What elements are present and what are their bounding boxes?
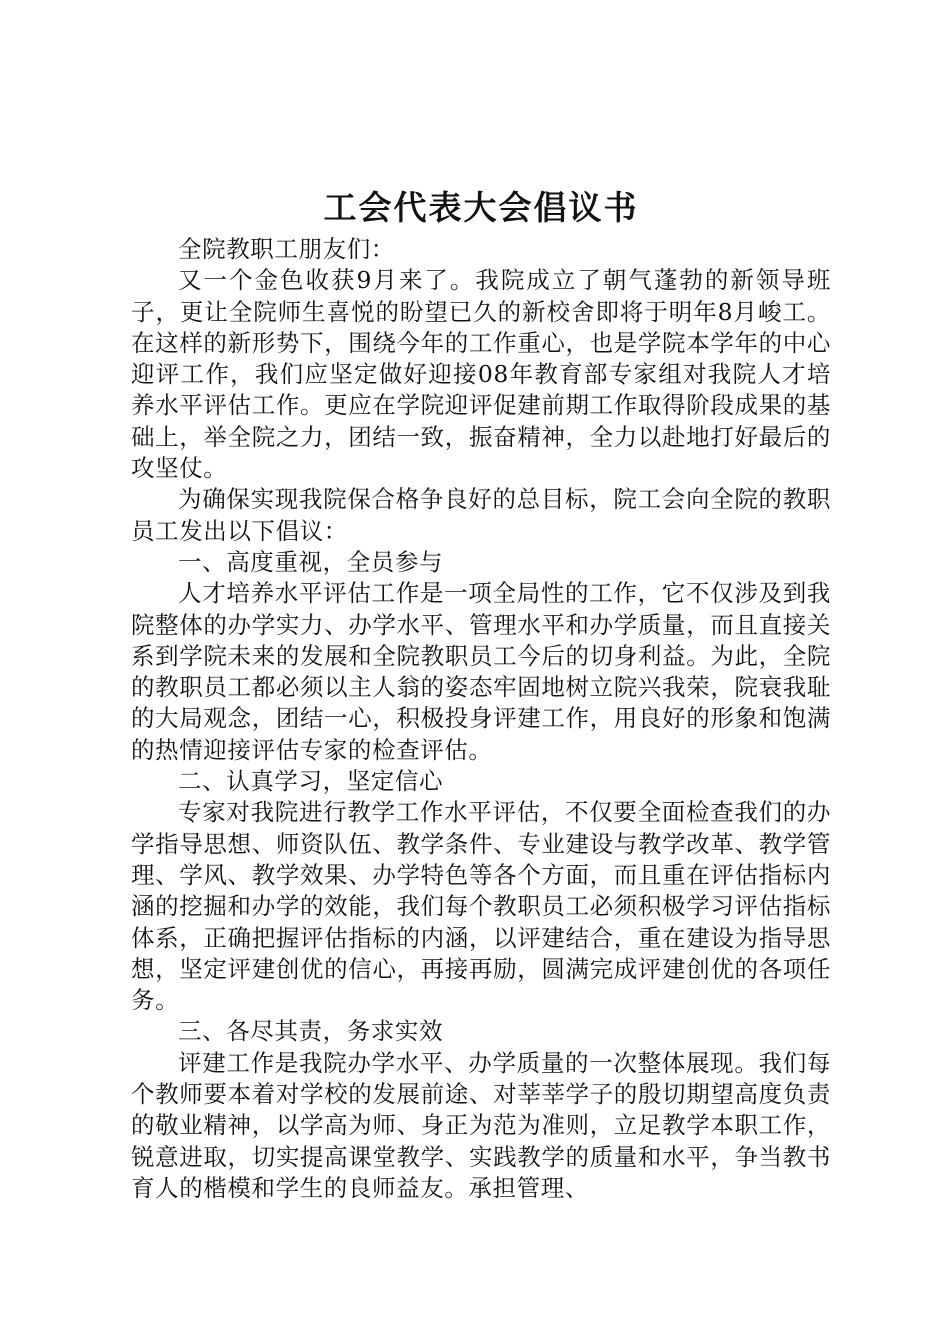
document-page [131,186,831,1204]
salutation: 全院教职工朋友们： [178,235,395,263]
section-body-3: 评建工作是我院办学水平、办学质量的一次整体展现。我们每个教师要本着对学校的发展前途、对莘莘学子的殷切期望高度负责的敬业精神，以学高为师、身正为范为准则，立足教学本职工作，锐意进取，切实提高课堂教学、实践教学的质量和水平，争当教书育人的楷模和学生的良师益友。承担管理、 [131,1048,831,1202]
document-title: 工会代表大会倡议书 [323,188,639,227]
paragraph-intro: 又一个金色收获9月来了。我院成立了朝气蓬勃的新领导班子，更让全院师生喜悦的盼望已久的新校舍即将于明年8月峻工。在这样的新形势下，围绕今年的工作重心，也是学院本学年的中心迎评工作，我们应坚定做好迎接08年教育部专家组对我院人才培养水平评估工作。更应在学院迎评促建前期工作取得阶段成果的基础上，举全院之力，团结一致，振奋精神，全力以赴地打好最后的攻坚仗。 [131,266,831,483]
section-heading-1: 一、高度重视，全员参与 [178,547,444,576]
section-body-2: 专家对我院进行教学工作水平评估，不仅要全面检查我们的办学指导思想、师资队伍、教学条件、专业建设与教学改革、教学管理、学风、教学效果、办学特色等各个方面，而且重在评估指标内涵的挖掘和办学的效能，我们每个教职员工必须积极学习评估指标体系，正确把握评估指标的内涵，以评建结合，重在建设为指导思想，坚定评建创优的信心，再接再励，圆满完成评建创优的各项任务。 [131,798,831,1015]
paragraph-proposal: 为确保实现我院保合格争良好的总目标，院工会向全院的教职员工发出以下倡议： [131,485,831,545]
section-heading-3: 三、各尽其责，务求实效 [178,1017,444,1046]
section-body-1: 人才培养水平评估工作是一项全局性的工作，它不仅涉及到我院整体的办学实力、办学水平、管理水平和办学质量，而且直接关系到学院未来的发展和全院教职员工今后的切身利益。为此，全院的教职员工都必须以主人翁的姿态牢固地树立院兴我荣，院衰我耻的大局观念，团结一心，积极投身评建工作，用良好的形象和饱满的热情迎接评估专家的检查评估。 [131,579,831,764]
section-heading-2: 二、认真学习，坚定信心 [178,767,444,796]
document-body [131,234,831,1204]
